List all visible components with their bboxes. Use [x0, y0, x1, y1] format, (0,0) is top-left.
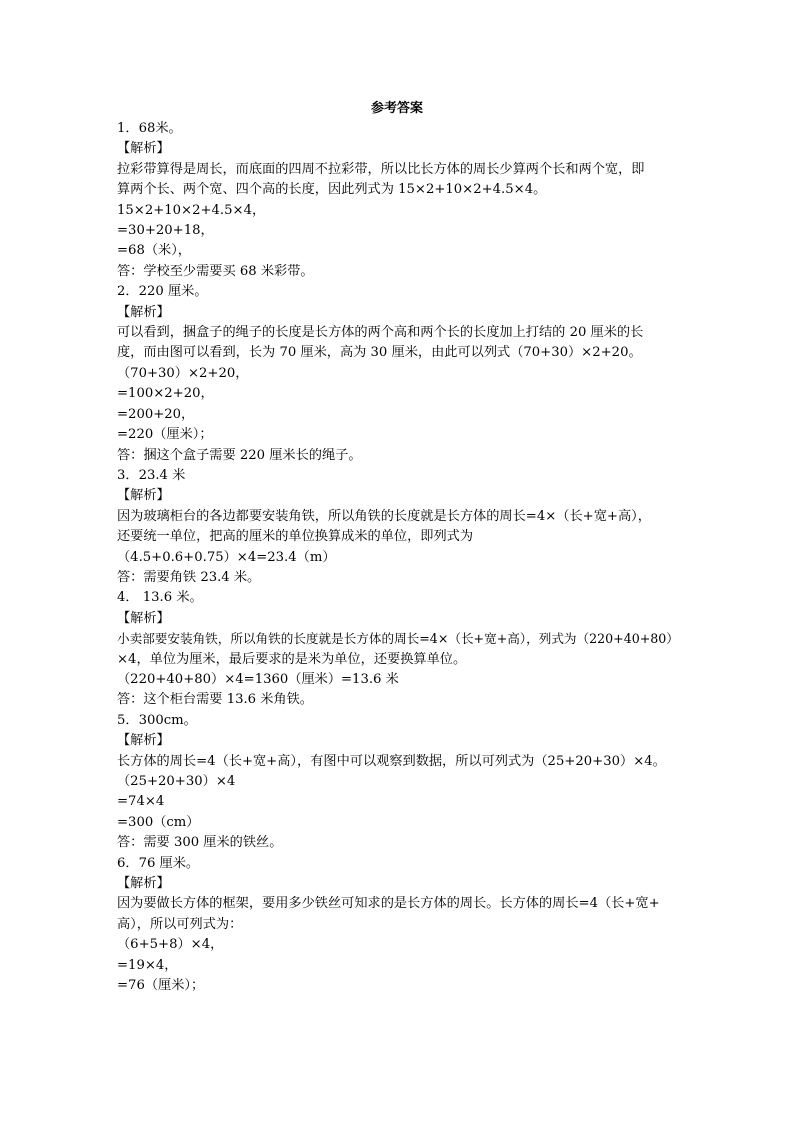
text-line: 因为玻璃柜台的各边都要安装角铁，所以角铁的长度就是长方体的周长=4×（长+宽+高），	[117, 508, 651, 524]
text-line: =30+20+18，	[117, 223, 214, 239]
text-line: 15×2+10×2+4.5×4，	[117, 202, 266, 218]
text-line: （4.5+0.6+0.75）×4=23.4（m）	[117, 549, 336, 565]
text-line: 4． 13.6 米。	[117, 590, 203, 606]
text-line: 可以看到，捆盒子的绳子的长度是长方体的两个高和两个长的长度加上打结的 20 厘米的长	[117, 325, 644, 341]
text-line: 度，而由图可以看到，长为 70 厘米，高为 30 厘米，由此可以列式（70+30）×2+20。	[117, 345, 642, 361]
text-line: 答：这个柜台需要 13.6 米角铁。	[117, 692, 313, 708]
text-line: （6+5+8）×4，	[117, 937, 224, 953]
text-line: ×4，单位为厘米，最后要求的是米为单位，还要换算单位。	[117, 651, 467, 667]
text-line: 拉彩带算得是周长，而底面的四周不拉彩带，所以比长方体的周长少算两个长和两个宽，即	[117, 161, 645, 177]
text-line: 答：需要 300 厘米的铁丝。	[117, 835, 283, 851]
text-line: （220+40+80）×4=1360（厘米）=13.6 米	[117, 671, 399, 687]
text-line: 【解析】	[117, 488, 170, 504]
text-line: 长方体的周长=4（长+宽+高），有图中可以观察到数据，所以可列式为（25+20+30）×4。	[117, 753, 666, 769]
text-line: 【解析】	[117, 876, 170, 892]
text-line: 答：需要角铁 23.4 米。	[117, 569, 261, 585]
text-line: 【解析】	[117, 733, 170, 749]
text-line: 答：学校至少需要买 68 米彩带。	[117, 263, 314, 279]
text-line: 高），所以可列式为：	[117, 916, 243, 932]
text-line: 【解析】	[117, 304, 170, 320]
text-line: 【解析】	[117, 610, 170, 626]
text-line: 5．300cm。	[117, 712, 197, 728]
text-line: 3．23.4 米	[117, 467, 186, 483]
text-line: =76（厘米）；	[117, 978, 205, 994]
page-title: 参考答案	[370, 101, 423, 116]
text-line: =19×4，	[117, 957, 178, 973]
text-line: 1．68米。	[117, 121, 182, 136]
text-line: 6．76 厘米。	[117, 855, 200, 871]
text-line: 算两个长、两个宽、四个高的长度，因此列式为 15×2+10×2+4.5×4。	[117, 182, 547, 198]
answer-content	[117, 119, 687, 996]
text-line: =74×4	[117, 794, 165, 810]
text-line: 还要统一单位，把高的厘米的单位换算成米的单位，即列式为	[117, 529, 474, 545]
text-line: 小卖部要安装角铁，所以角铁的长度就是长方体的周长=4×（长+宽+高），列式为（220+40+80）	[117, 631, 679, 647]
text-line: =68（米），	[117, 243, 191, 259]
text-line: =220（厘米）；	[117, 427, 213, 443]
text-line: =200+20，	[117, 406, 195, 422]
text-line: =100×2+20，	[117, 386, 214, 402]
text-line: （25+20+30）×4	[117, 774, 236, 789]
text-line: 答：捆这个盒子需要 220 厘米长的绳子。	[117, 447, 362, 463]
text-line: （70+30）×2+20，	[117, 365, 249, 381]
text-line: 2．220 厘米。	[117, 284, 208, 300]
text-line: 因为要做长方体的框架，要用多少铁丝可知求的是长方体的周长。长方体的周长=4（长+宽+	[117, 896, 660, 912]
text-line: 【解析】	[117, 141, 170, 157]
text-line: =300（cm）	[117, 814, 200, 830]
